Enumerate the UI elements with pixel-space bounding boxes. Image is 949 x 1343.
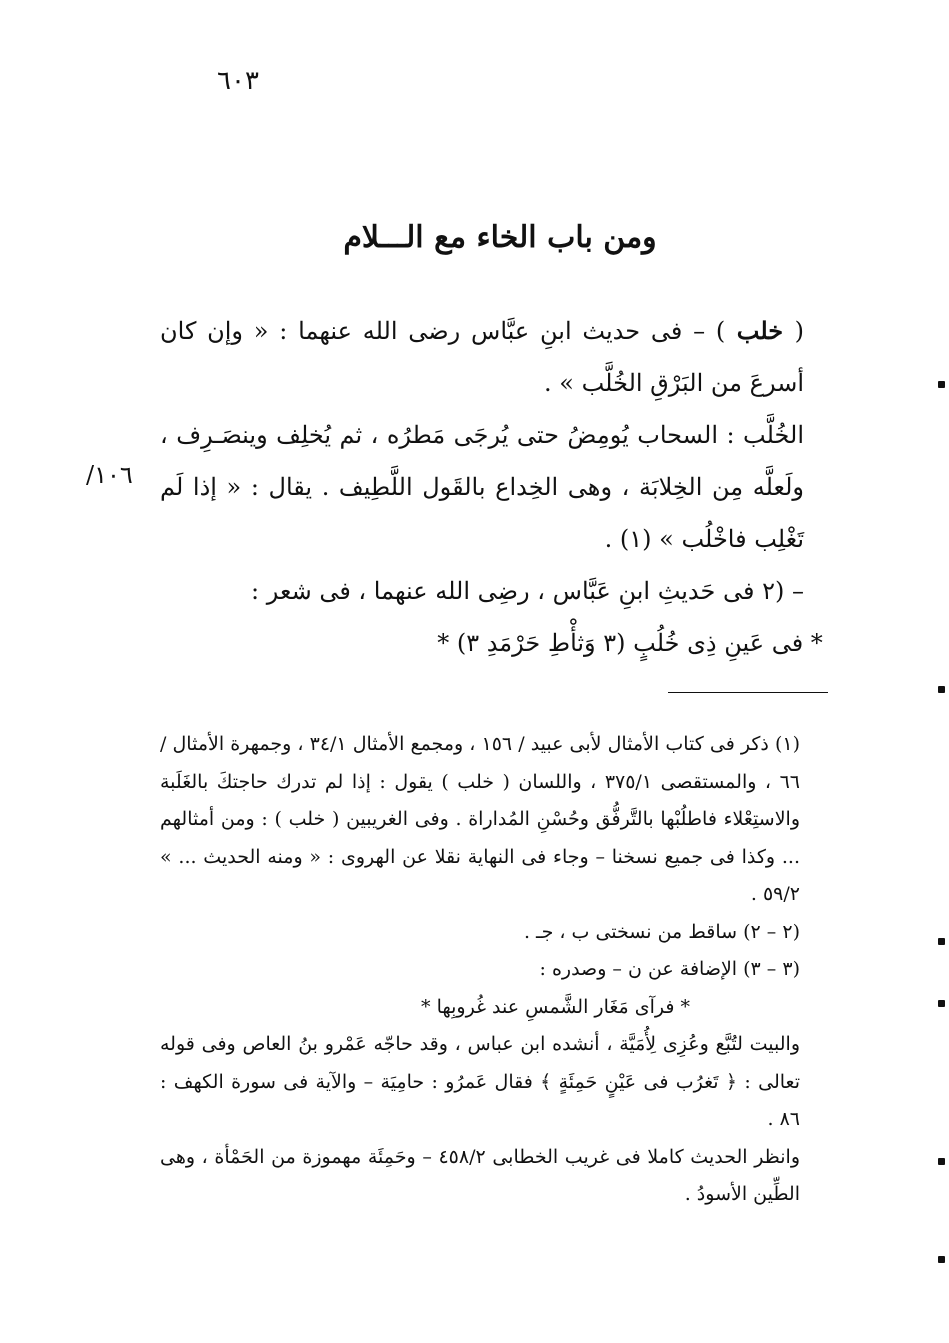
section-heading: ومن باب الخاء مع الـــلام [343, 220, 657, 255]
scan-edge-mark [938, 686, 945, 693]
scan-edge-mark [938, 938, 945, 945]
scan-edge-mark [938, 1256, 945, 1263]
footnote-2: (٢ – ٢) ساقط من نسختى ب ، جـ . [523, 920, 800, 943]
margin-reference: ١٠٦/ [86, 461, 133, 489]
entry-open-paren: ( [794, 317, 805, 345]
scan-edge-mark [938, 1000, 945, 1007]
footnote-3-verse: * فرآى مَغَار الشَّمسِ عند غُروبِها * [421, 995, 690, 1018]
entry-headword: خلب [725, 316, 795, 345]
hadith-paragraph: – (٢ فى حَديثِ ابنِ عَبَّاس ، رضِى الله عنهما ، فى شعر : [251, 577, 804, 605]
footnote-3: (٣ – ٣) الإضافة عن ن – وصدره : [539, 958, 800, 980]
main-text [160, 305, 840, 669]
page-number: ٦٠٣ [217, 66, 259, 96]
scan-edge-mark [938, 381, 945, 388]
definition-paragraph: الخُلَّب : السحاب يُومِضُ حتى يُرجَى مَطرُه ، ثم يُخلِف وينصَـرِف ، ولَعلَّه مِن الخِلابَة ، وهى الخِداع بالقَول اللَّطِيف . يقال : « إذا لَم تَغْلِب فاخْلُب » (١) . [160, 421, 804, 553]
footnote-3-end: وانظر الحديث كاملا فى غريب الخطابى ٤٥٨/٢ – وحَمِئَة مهموزة من الحَمْأة ، وهى الطِّين الأسودُ . [160, 1145, 800, 1205]
footnote-divider [668, 692, 828, 693]
footnote-3-continuation: والبيت لتُبَّع وعُزِى لِأُمَيَّة ، أنشده ابن عباس ، وقد حاجّه عَمْرو بنُ العاص وفى قوله تعالى : ﴿ تَغرُب فى عَيْنٍ حَمِئَةٍ ﴾ فقال عَمرُو : حامِيَة – والآية فى سورة الكهف : ٨٦ . [160, 1033, 800, 1130]
verse-line: * فى عَينِ ذِى خُلُبٍ (٣ وَثأْطِ حَرْمَدِ ٣) * [437, 629, 823, 657]
entry-paragraph [160, 305, 840, 409]
entry-text: ) – فى حديث ابنِ عبَّاس رضى الله عنهما : « وإن كان أسرعَ من البَرْقِ الخُلَّب » . [160, 317, 804, 397]
scan-edge-mark [938, 1158, 945, 1165]
footnotes [160, 726, 840, 1214]
footnote-1: (١) ذكر فى كتاب الأمثال لأبى عبيد / ١٥٦ ، ومجمع الأمثال ٣٤/١ ، وجمهرة الأمثال / ٦٦ ، والمستقصى ٣٧٥/١ ، واللسان ( خلب ) يقول : إذا لم تدرك حاجتكَ بالغَلَبة والاستِعْلاء فاطلُبْها بالتَّرفُّق وحُسْنِ المُداراة . وفى الغريبين ( خلب ) : ومن أمثالهم ... وكذا فى جميع نسخنا – وجاء فى النهاية نقلا عن الهروى : « ومنه الحديث ... » ٥٩/٢ . [160, 733, 800, 905]
